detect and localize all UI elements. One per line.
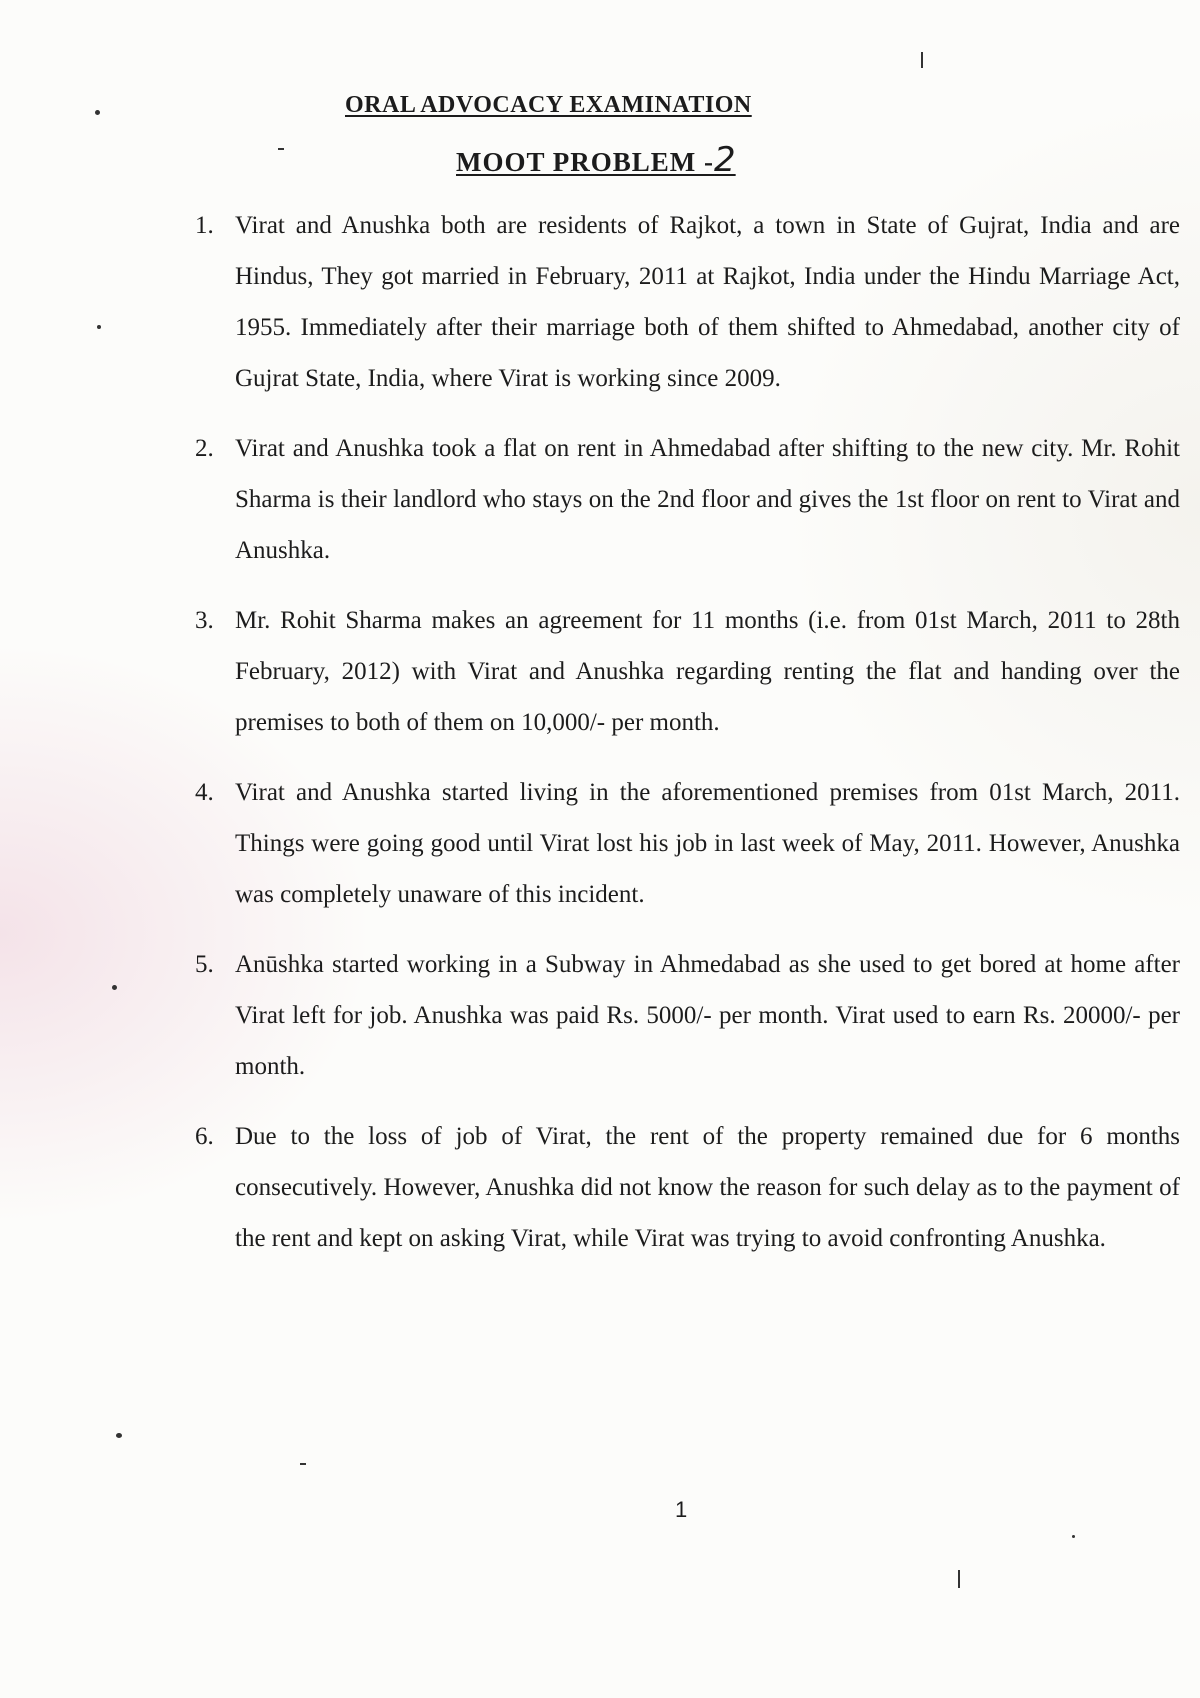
paragraph-text: Anūshka started working in a Subway in Ahmedabad as she used to get bored at home after Virat left for job. Anushka was paid Rs. 5000/- per month. Virat used to earn Rs. 20000/- per month. (235, 951, 1180, 1080)
paragraph-text: Virat and Anushka took a flat on rent in Ahmedabad after shifting to the new city. Mr. Rohit Sharma is their landlord who stays on the 2nd floor and gives the 1st floor on rent to Virat and Anushka. (235, 435, 1180, 564)
paragraph-number: 1. (195, 212, 214, 239)
scan-mark (921, 52, 923, 68)
scan-mark (958, 1570, 960, 1588)
fact-paragraph-1 (195, 200, 1180, 404)
handwritten-problem-number: 2 (714, 140, 736, 180)
scan-speck (300, 1463, 306, 1465)
scan-speck (116, 1433, 122, 1438)
scan-speck (95, 110, 100, 115)
paragraph-number: 6. (195, 1123, 214, 1150)
paragraph-number: 2. (195, 435, 214, 462)
fact-paragraph-2 (195, 423, 1180, 576)
fact-paragraph-3 (195, 595, 1180, 748)
paragraph-number: 5. (195, 951, 214, 978)
paragraph-number: 4. (195, 779, 214, 806)
scan-speck (278, 148, 284, 150)
fact-paragraph-4 (195, 767, 1180, 920)
fact-paragraph-5 (195, 939, 1180, 1092)
exam-title: ORAL ADVOCACY EXAMINATION (345, 92, 752, 118)
scan-speck (112, 985, 117, 990)
paragraph-text: Mr. Rohit Sharma makes an agreement for 11 months (i.e. from 01st March, 2011 to 28th February, 2012) with Virat and Anushka regarding renting the flat and handing over the premises to both of them on 10,000/- per month. (235, 607, 1180, 736)
paragraph-text: Virat and Anushka started living in the aforementioned premises from 01st March, 2011. Things were going good until Virat lost his job in last week of May, 2011. However, Anushka was completely unaware of this incident. (235, 779, 1180, 908)
paragraph-text: Virat and Anushka both are residents of Rajkot, a town in State of Gujrat, India and are Hindus, They got married in February, 2011 at Rajkot, India under the Hindu Marriage Act, 1955. Immediately after their marriage both of them shifted to Ahmedabad, another city of Gujrat State, India, where Virat is working since 2009. (235, 212, 1180, 392)
page-number: 1 (675, 1497, 688, 1522)
paragraph-text: Due to the loss of job of Virat, the rent of the property remained due for 6 months consecutively. However, Anushka did not know the reason for such delay as to the payment of the rent and kept on asking Virat, while Virat was trying to avoid confronting Anushka. (235, 1123, 1180, 1252)
facts-list (195, 200, 1180, 1283)
fact-paragraph-6 (195, 1111, 1180, 1264)
scan-speck (1072, 1535, 1075, 1538)
moot-problem-heading (456, 140, 736, 180)
moot-problem-label: MOOT PROBLEM - (456, 147, 715, 177)
scan-speck (97, 325, 101, 329)
paragraph-number: 3. (195, 607, 214, 634)
